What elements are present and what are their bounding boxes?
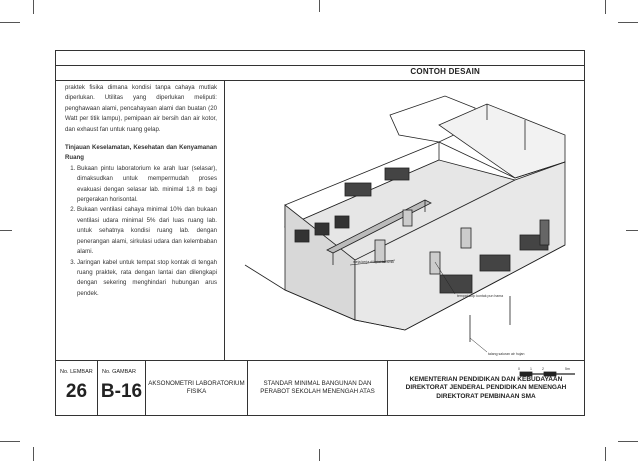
ministry-title: KEMENTERIAN PENDIDIKAN DAN KEBUDAYAAN DIREKTORAT JENDERAL PENDIDIKAN MENENGAH DIREKTORAT PEMBINAAN SMA: [405, 375, 567, 400]
crop-mark: [618, 441, 638, 442]
crop-mark: [0, 22, 20, 23]
list-item: 3. Jaringan kabel untuk tempat stop kontak di tengah ruang praktek, rata dengan lantai dan dilengkapi dengan sekering menghindari hubungan arus pendek.: [77, 258, 217, 300]
ministry-cell: [388, 361, 584, 416]
annotation-talang: talang saluran air hujan: [488, 352, 525, 356]
axonometric-drawing: [225, 80, 584, 371]
text-column: [56, 80, 225, 360]
scale-label: 5m: [565, 367, 570, 371]
cabinet: [461, 228, 471, 248]
crop-mark: [626, 230, 638, 231]
header-band: [56, 51, 584, 66]
crop-mark: [605, 0, 606, 14]
drawing-title-cell: [146, 361, 248, 416]
crop-mark: [618, 22, 638, 23]
drawing-number-label: No. GAMBAR: [102, 369, 136, 375]
crop-mark: [33, 447, 34, 461]
header-title-bar: [56, 66, 584, 81]
page-title: CONTOH DESAIN: [410, 67, 480, 76]
standard-cell: [248, 361, 388, 416]
crop-mark: [0, 441, 20, 442]
sheet-number-label: No. LEMBAR: [60, 369, 93, 375]
title-block: [56, 360, 584, 416]
lab-axonometric-svg: [225, 80, 584, 371]
requirement-list: [65, 164, 217, 299]
cabinet: [430, 252, 440, 274]
sheet-number: 26: [65, 381, 88, 402]
section-heading: Tinjauan Keselamatan, Kesehatan dan Kenyamanan Ruang: [65, 144, 217, 162]
sheet-number-cell: [56, 361, 98, 416]
body-text: [65, 83, 217, 299]
scale-label: 0: [518, 367, 520, 371]
crop-mark: [0, 230, 12, 231]
crop-mark: [319, 0, 320, 12]
drawing-number-cell: [98, 361, 146, 416]
intro-paragraph: praktek fisika dimana kondisi tanpa cahaya mutlak diperlukan. Utilitas yang diperlukan meliputi: penghawaan alami, pencahayaan alami dan buatan (20 Watt per titik lampu), pemipaan air bersih dan air kotor, dan exhaust fan untuk ruang gelap.: [65, 84, 217, 133]
annotation-meja: meja kerja dilapisi keramik: [353, 260, 395, 264]
scale-label: 2: [542, 367, 544, 371]
scale-label: 1: [530, 367, 532, 371]
list-item: 1. Bukaan pintu laboratorium ke arah luar (selasar), dimaksudkan untuk mempermudah proses evakuasi dengan selasar lab. minimal 1,8 m bagi pergerakan horisontal.: [77, 164, 217, 206]
crop-mark: [33, 0, 34, 14]
drawing-title: AKSONOMETRI LABORATORIUM FISIKA: [148, 379, 245, 396]
standard-title: STANDAR MINIMAL BANGUNAN DAN PERABOT SEKOLAH MENENGAH ATAS: [260, 379, 375, 396]
crop-mark: [605, 447, 606, 461]
drawing-sheet: [55, 50, 585, 416]
list-item: 2. Bukaan ventilasi cahaya minimal 10% dan bukaan ventilasi udara minimal 5% dari luas ruang lab. untuk sehatnya kondisi ruang lab. dengan penerangan alami, sirkulasi udara dan kelembaban alami.: [77, 205, 217, 257]
crop-mark: [319, 449, 320, 461]
cabinet: [403, 210, 412, 226]
cabinet: [375, 240, 385, 262]
drawing-number: B-16: [100, 381, 143, 402]
annotation-stop-kontak: tempat stop kontak pun hama: [457, 294, 504, 298]
